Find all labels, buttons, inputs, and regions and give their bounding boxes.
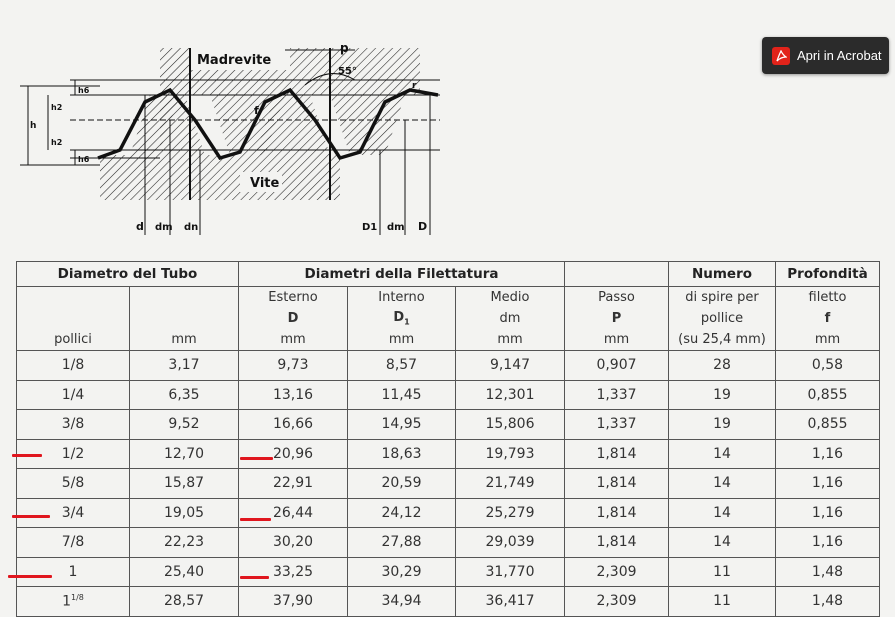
cell-n: 28 [669, 351, 776, 381]
table-row [17, 439, 880, 469]
cell-f: 1,48 [776, 557, 880, 587]
cell-mm: 19,05 [130, 498, 239, 528]
cell-pollici: 3/8 [17, 410, 130, 440]
cell-dm: 21,749 [456, 469, 565, 499]
cell-f: 1,16 [776, 528, 880, 558]
highlight-marker [12, 515, 50, 518]
cell-D1: 11,45 [348, 380, 456, 410]
cell-f: 1,16 [776, 439, 880, 469]
cell-D1: 18,63 [348, 439, 456, 469]
cell-dm: 15,806 [456, 410, 565, 440]
cell-D: 9,73 [239, 351, 348, 381]
cell-n: 14 [669, 469, 776, 499]
cell-dm: 12,301 [456, 380, 565, 410]
table-row [17, 587, 880, 617]
mm-unit: mm [130, 329, 239, 351]
cell-mm: 9,52 [130, 410, 239, 440]
table-row [17, 498, 880, 528]
cell-n: 19 [669, 380, 776, 410]
cell-pollici: 3/4 [17, 498, 130, 528]
cell-f: 0,855 [776, 380, 880, 410]
cell-D: 33,25 [239, 557, 348, 587]
pollice-label: pollice [669, 308, 776, 329]
cell-pollici: 1/4 [17, 380, 130, 410]
medio-header: Medio [456, 287, 565, 309]
esterno-unit: mm [239, 329, 348, 351]
cell-f: 1,48 [776, 587, 880, 617]
dm-right-label: dm [387, 222, 405, 233]
open-in-acrobat-label: Apri in Acrobat [797, 48, 882, 63]
h-label: h [30, 121, 37, 131]
cell-n: 11 [669, 587, 776, 617]
highlight-marker [8, 575, 52, 578]
table-sub-header-row-3 [17, 329, 880, 351]
cell-P: 2,309 [565, 557, 669, 587]
h6-bottom-label: h6 [78, 155, 90, 164]
highlight-marker [12, 454, 42, 457]
cell-f: 0,58 [776, 351, 880, 381]
esterno-header: Esterno [239, 287, 348, 309]
cell-mm: 12,70 [130, 439, 239, 469]
cell-n: 19 [669, 410, 776, 440]
dm-left-label: dm [155, 222, 173, 233]
table-sub-header-row-1 [17, 287, 880, 309]
cell-pollici: 5/8 [17, 469, 130, 499]
cell-n: 11 [669, 557, 776, 587]
cell-dm: 29,039 [456, 528, 565, 558]
profondita-unit: mm [776, 329, 880, 351]
cell-pollici: $1^{1/8}$ [17, 587, 130, 617]
dn-label: dn [184, 222, 199, 233]
cell-f: 0,855 [776, 410, 880, 440]
passo-group-header [565, 262, 669, 287]
thread-dimensions-table [16, 261, 880, 617]
cell-mm: 22,23 [130, 528, 239, 558]
numero-sub-header: di spire per [669, 287, 776, 309]
cell-mm: 3,17 [130, 351, 239, 381]
cell-pollici: 7/8 [17, 528, 130, 558]
f-label: f [254, 104, 259, 117]
table-row [17, 351, 880, 381]
open-in-acrobat-button[interactable] [762, 37, 889, 74]
pdf-icon [772, 47, 790, 65]
cell-P: 1,814 [565, 498, 669, 528]
interno-header: Interno [348, 287, 456, 309]
cell-dm: 36,417 [456, 587, 565, 617]
madrevite-label: Madrevite [197, 53, 272, 68]
D-label: D [418, 220, 428, 233]
cell-D: 26,44 [239, 498, 348, 528]
cell-P: 2,309 [565, 587, 669, 617]
cell-P: 1,814 [565, 439, 669, 469]
P-symbol: P [565, 308, 669, 329]
tubo-header: Diametro del Tubo [17, 262, 239, 287]
cell-D1: 20,59 [348, 469, 456, 499]
cell-n: 14 [669, 528, 776, 558]
table-row [17, 469, 880, 499]
D1-symbol: $D_1$ [348, 308, 456, 329]
cell-P: 1,814 [565, 469, 669, 499]
cell-D: 20,96 [239, 439, 348, 469]
cell-mm: 25,40 [130, 557, 239, 587]
passo-unit: mm [565, 329, 669, 351]
passo-header: Passo [565, 287, 669, 309]
r-label: r [412, 81, 417, 91]
cell-D1: 24,12 [348, 498, 456, 528]
filettatura-header: Diametri della Filettatura [239, 262, 565, 287]
table-row [17, 380, 880, 410]
cell-P: 1,814 [565, 528, 669, 558]
cell-D: 30,20 [239, 528, 348, 558]
table-row [17, 557, 880, 587]
cell-D: 22,91 [239, 469, 348, 499]
medio-unit: mm [456, 329, 565, 351]
cell-mm: 28,57 [130, 587, 239, 617]
table-sub-header-row-2 [17, 308, 880, 329]
cell-dm: 31,770 [456, 557, 565, 587]
cell-D: 16,66 [239, 410, 348, 440]
D1-label: D1 [362, 222, 378, 233]
cell-D1: 14,95 [348, 410, 456, 440]
cell-D1: 34,94 [348, 587, 456, 617]
table-row [17, 410, 880, 440]
cell-pollici: 1/2 [17, 439, 130, 469]
h2-bottom-label: h2 [51, 138, 63, 147]
pollici-unit: pollici [17, 329, 130, 351]
h2-top-label: h2 [51, 103, 63, 112]
cell-mm: 15,87 [130, 469, 239, 499]
vite-label: Vite [250, 176, 280, 191]
cell-n: 14 [669, 498, 776, 528]
cell-f: 1,16 [776, 498, 880, 528]
cell-D: 37,90 [239, 587, 348, 617]
cell-D1: 8,57 [348, 351, 456, 381]
table-row [17, 528, 880, 558]
cell-P: 1,337 [565, 380, 669, 410]
cell-P: 1,337 [565, 410, 669, 440]
cell-D1: 27,88 [348, 528, 456, 558]
numero-header: Numero [669, 262, 776, 287]
cell-dm: 19,793 [456, 439, 565, 469]
profondita-header: Profondità [776, 262, 880, 287]
cell-f: 1,16 [776, 469, 880, 499]
cell-dm: 25,279 [456, 498, 565, 528]
cell-D1: 30,29 [348, 557, 456, 587]
cell-pollici: 1/8 [17, 351, 130, 381]
d-label: d [136, 220, 144, 233]
angle-label: 55° [338, 66, 357, 77]
h6-top-label: h6 [78, 86, 90, 95]
interno-unit: mm [348, 329, 456, 351]
highlight-marker [240, 457, 273, 460]
thread-profile-diagram [10, 40, 440, 250]
D-symbol: D [239, 308, 348, 329]
f-symbol: f [776, 308, 880, 329]
highlight-marker [240, 518, 271, 521]
cell-P: 0,907 [565, 351, 669, 381]
cell-dm: 9,147 [456, 351, 565, 381]
table-group-header-row [17, 262, 880, 287]
cell-pollici: 1 [17, 557, 130, 587]
profondita-sub-header: filetto [776, 287, 880, 309]
dm-symbol: dm [456, 308, 565, 329]
cell-D: 13,16 [239, 380, 348, 410]
pitch-label: p [340, 41, 349, 55]
numero-unit: (su 25,4 mm) [669, 329, 776, 351]
highlight-marker [240, 576, 269, 579]
cell-n: 14 [669, 439, 776, 469]
cell-mm: 6,35 [130, 380, 239, 410]
